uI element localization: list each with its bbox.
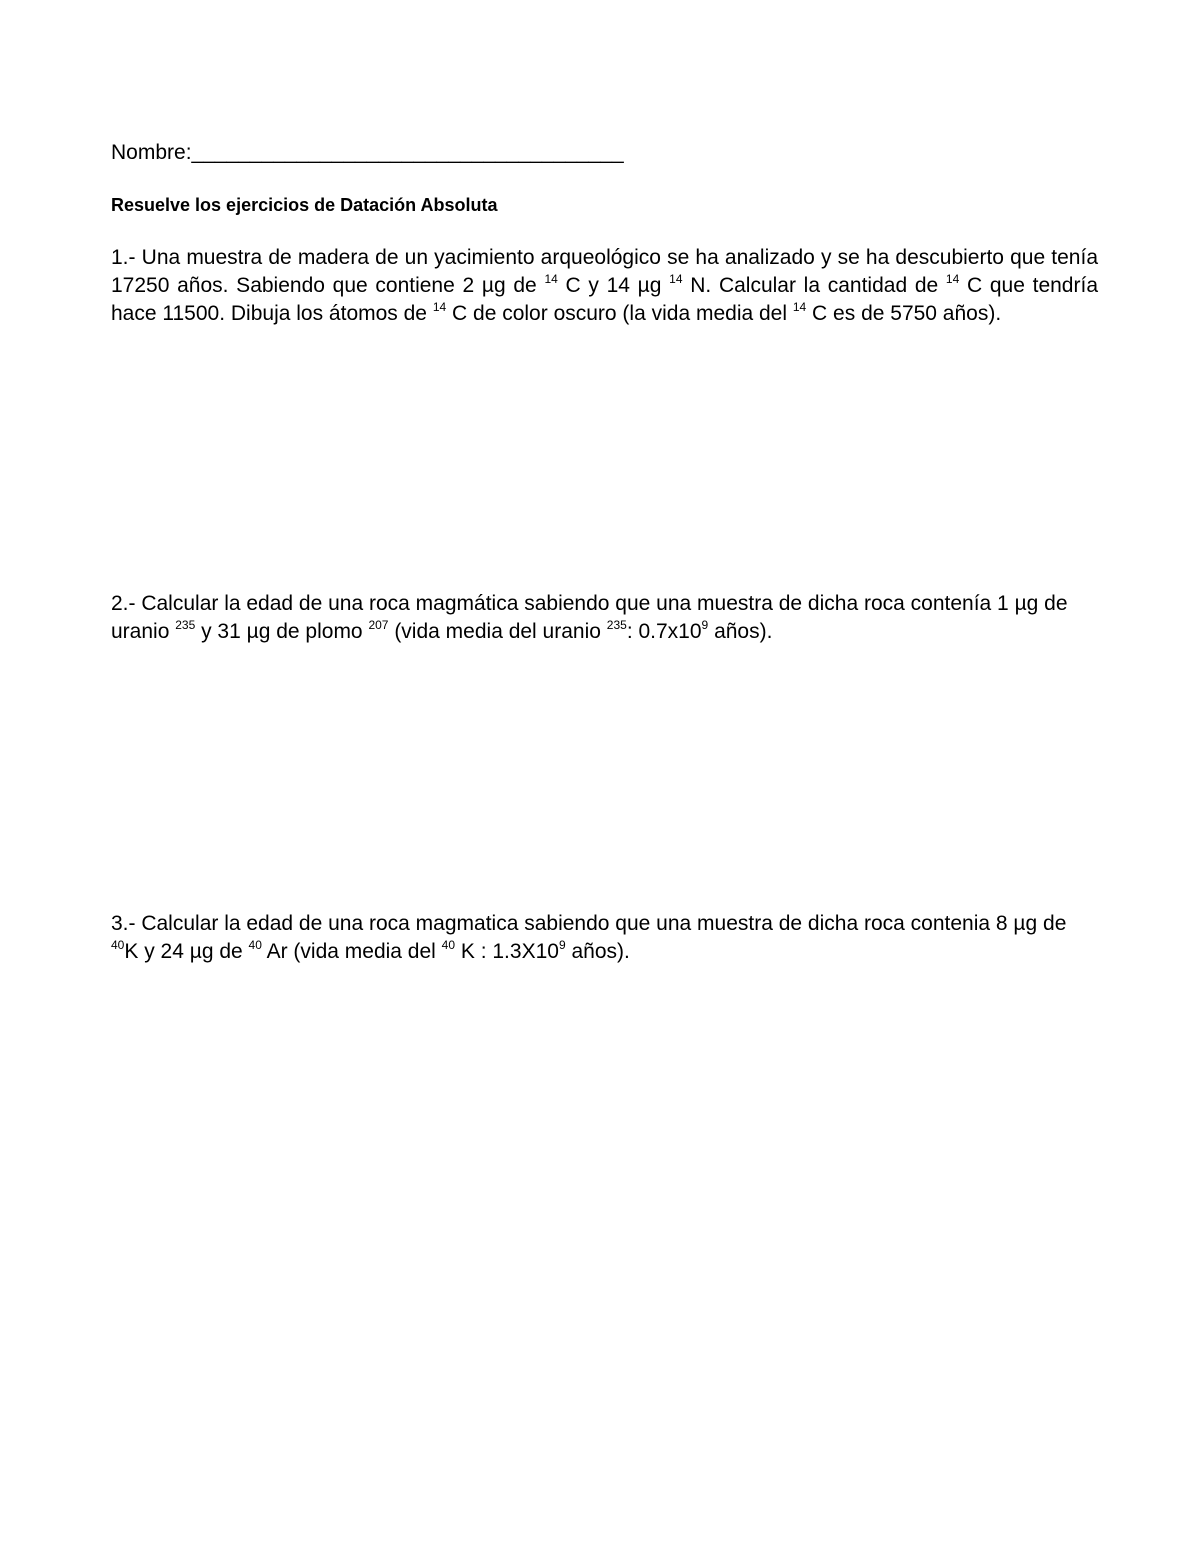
isotope-superscript: 40 <box>441 938 456 952</box>
question-text: años). <box>708 620 773 643</box>
question-text: y 31 µg de plomo <box>195 620 369 643</box>
question-text: 3.- Calcular la edad de una roca magmatica sabiendo que una muestra de dicha roca contenia 8 µg de <box>111 912 1067 935</box>
worksheet-heading: Resuelve los ejercicios de Datación Absoluta <box>111 195 498 215</box>
question-1 <box>111 244 1098 328</box>
question-text: N. Calcular la cantidad de <box>682 274 946 297</box>
question-text: C que tendría hace 11500. Dibuja los átomos de <box>111 274 1098 325</box>
question-text: C de color oscuro (la vida media del <box>446 302 793 325</box>
exponent-superscript: 9 <box>701 618 709 632</box>
isotope-superscript: 14 <box>432 300 447 314</box>
question-text: Ar (vida media del <box>261 940 442 963</box>
question-text: K : 1.3X10 <box>455 940 559 963</box>
isotope-superscript: 235 <box>175 618 196 632</box>
isotope-superscript: 207 <box>368 618 389 632</box>
question-text: 1.- Una muestra de madera de un yacimiento arqueológico se ha analizado y se ha descubierto que tenía 17250 años. Sabiendo que contiene 2 µg de <box>111 246 1098 297</box>
isotope-superscript: 14 <box>544 272 558 286</box>
isotope-superscript: 14 <box>792 300 807 314</box>
question-text: C es de 5750 años). <box>806 302 1002 325</box>
question-3 <box>111 910 1098 966</box>
name-field-label: Nombre:_____________________________________ <box>111 141 624 164</box>
exponent-superscript: 9 <box>558 938 566 952</box>
isotope-superscript: 14 <box>945 272 960 286</box>
question-2 <box>111 590 1098 646</box>
isotope-superscript: 40 <box>248 938 262 952</box>
isotope-superscript: 14 <box>669 272 683 286</box>
question-text: K y 24 µg de <box>124 940 249 963</box>
question-text: años). <box>565 940 630 963</box>
isotope-superscript: 235 <box>606 618 627 632</box>
question-text: C y 14 µg <box>557 274 670 297</box>
question-text: (vida media del uranio <box>388 620 607 643</box>
isotope-superscript: 40 <box>111 938 125 952</box>
question-text: 2.- Calcular la edad de una roca magmática sabiendo que una muestra de dicha roca contenía 1 µg de uranio <box>111 592 1068 643</box>
question-text: : 0.7x10 <box>626 620 702 643</box>
